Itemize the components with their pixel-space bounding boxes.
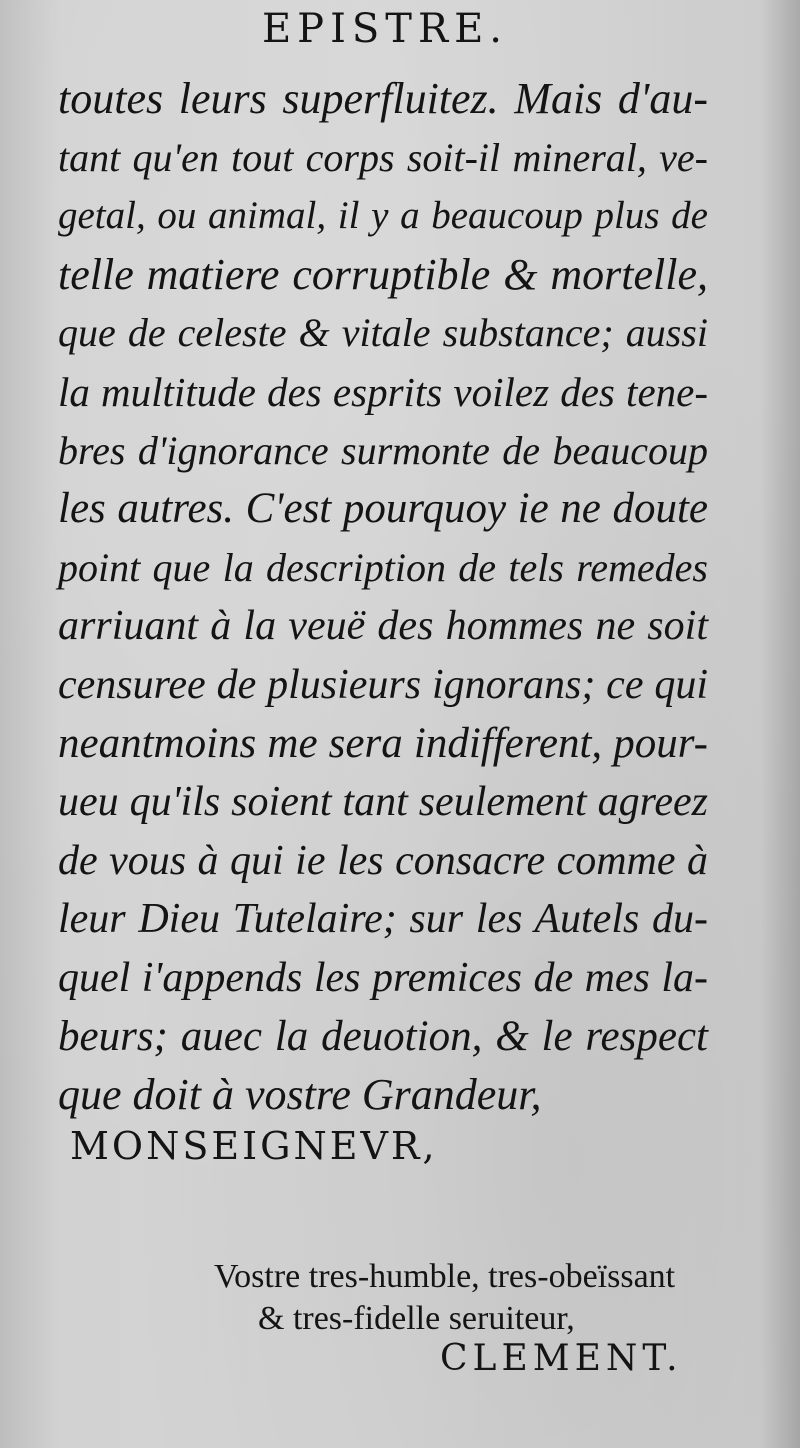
text-line: que de celeste & vitale substance; aussi [58,310,708,356]
text-line: arriuant à la veuë des hommes ne soit [58,603,708,650]
text-line: beurs; auec la deuotion, & le respect [58,1012,708,1060]
text-line: neantmoins me sera indifferent, pour- [58,719,708,767]
signature-name: CLEMENT. [440,1338,683,1379]
salutation: MONSEIGNEVR, [70,1124,438,1168]
text-line: la multitude des esprits voilez des tene- [58,368,708,415]
text-line: point que la description de tels remedes [58,544,708,590]
text-line: les autres. C'est pourquoy ie ne doute [58,485,708,533]
text-line: quel i'appends les premices de mes la- [58,954,708,1001]
text-line: que doit à vostre Grandeur, [58,1070,542,1120]
body-text [58,70,708,1125]
text-line: leur Dieu Tutelaire; sur les Autels du- [58,896,708,943]
text-line: ueu qu'ils soient tant seulement agreez [58,779,708,826]
text-line: toutes leurs superfluitez. Mais d'au- [58,74,708,123]
signature-line: Vostre tres-humble, tres-obeïssant [214,1258,676,1295]
text-line: telle matiere corruptible & mortelle, [58,249,708,299]
text-line: getal, ou animal, il y a beaucoup plus de [58,194,708,238]
text-line: censuree de plusieurs ignorans; ce qui [58,661,708,708]
text-line: tant qu'en tout corps soit-il mineral, ve- [58,134,708,180]
running-header: EPISTRE. [261,6,509,52]
text-line: bres d'ignorance surmonte de beaucoup [58,427,708,473]
text-line: de vous à qui ie les consacre comme à [58,837,708,884]
signature-line: & tres-fidelle seruiteur, [258,1300,575,1337]
